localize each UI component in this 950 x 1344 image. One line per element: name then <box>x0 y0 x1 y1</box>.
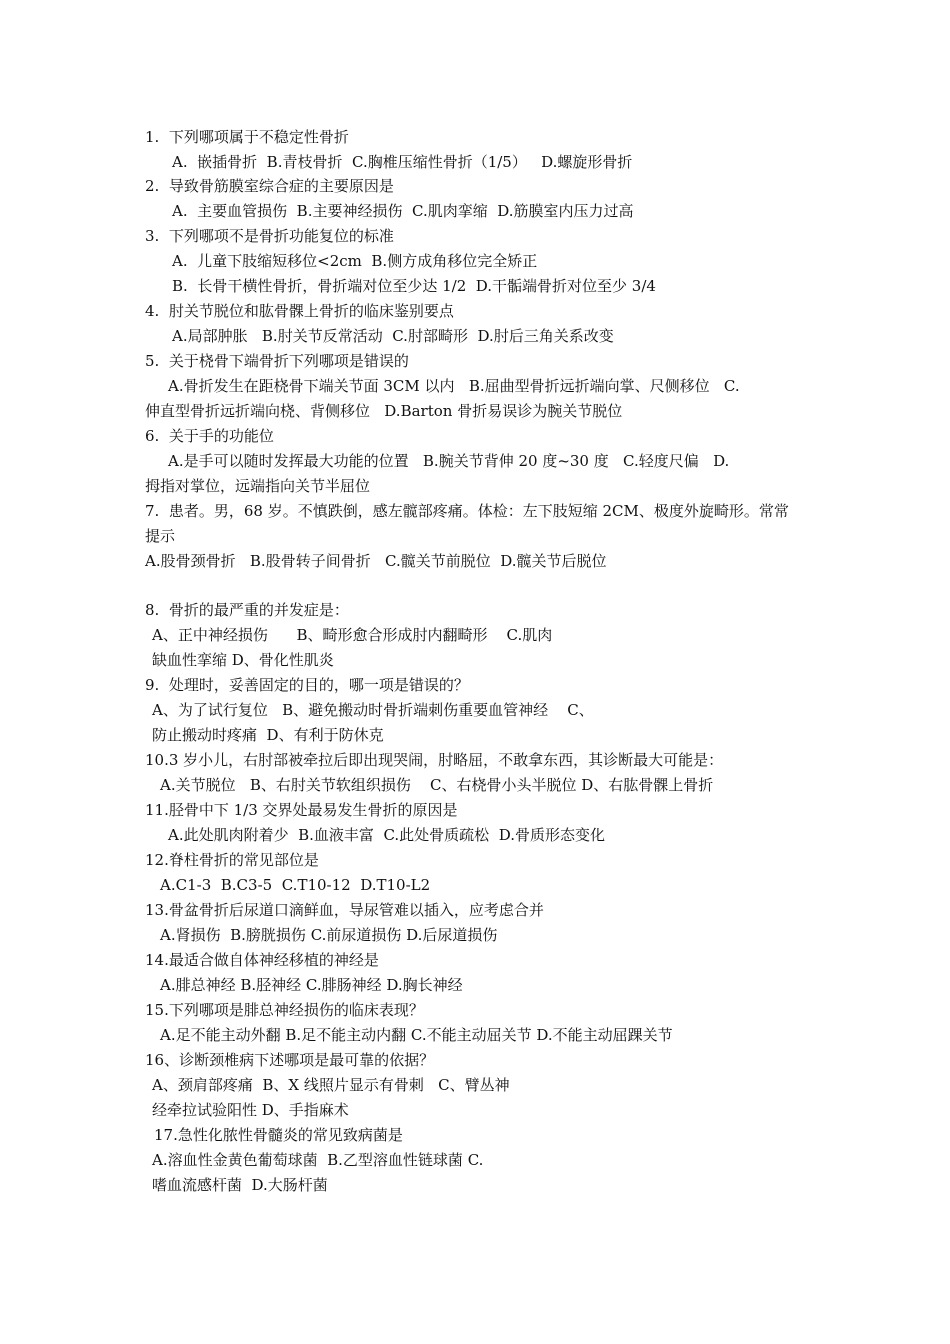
question-15: 15.下列哪项是腓总神经损伤的临床表现？ <box>145 1001 424 1019</box>
options-16-line-2: 经牵拉试验阳性 D、手指麻术 <box>152 1101 349 1119</box>
question-4: 4. 肘关节脱位和肱骨髁上骨折的临床鉴别要点 <box>145 302 454 320</box>
options-10: A.关节脱位 B、右肘关节软组织损伤 C、右桡骨小头半脱位 D、右肱骨髁上骨折 <box>160 776 714 794</box>
options-14: A.腓总神经 B.胫神经 C.腓肠神经 D.胸长神经 <box>160 976 463 994</box>
options-8-line-1: A、正中神经损伤 B、畸形愈合形成肘内翻畸形 C.肌肉 <box>152 626 553 644</box>
options-5-line-1: A.骨折发生在距桡骨下端关节面 3CM 以内 B.屈曲型骨折远折端向掌、尺侧移位 C. <box>168 377 740 395</box>
options-12: A.C1-3 B.C3-5 C.T10-12 D.T10-L2 <box>160 876 431 894</box>
options-7: A.股骨颈骨折 B.股骨转子间骨折 C.髋关节前脱位 D.髋关节后脱位 <box>145 552 607 570</box>
question-13: 13.骨盆骨折后尿道口滴鲜血，导尿管难以插入，应考虑合并 <box>145 901 544 919</box>
question-1: 1. 下列哪项属于不稳定性骨折 <box>145 128 349 146</box>
question-3: 3. 下列哪项不是骨折功能复位的标准 <box>145 227 394 245</box>
question-16: 16、诊断颈椎病下述哪项是最可靠的依据？ <box>145 1051 435 1069</box>
options-16-line-1: A、颈肩部疼痛 B、X 线照片显示有骨刺 C、臂丛神 <box>152 1076 510 1094</box>
options-1: A. 嵌插骨折 B.青枝骨折 C.胸椎压缩性骨折（1/5） D.螺旋形骨折 <box>172 153 633 171</box>
question-9: 9. 处理时，妥善固定的目的，哪一项是错误的？ <box>145 676 469 694</box>
question-6: 6. 关于手的功能位 <box>145 427 274 445</box>
question-10: 10.3 岁小儿，右肘部被牵拉后即出现哭闹，肘略屈，不敢拿东西，其诊断最大可能是： <box>145 751 724 769</box>
options-9-line-1: A、为了试行复位 B、避免搬动时骨折端刺伤重要血管神经 C、 <box>152 701 594 719</box>
options-17-line-1: A.溶血性金黄色葡萄球菌 B.乙型溶血性链球菌 C. <box>152 1151 484 1169</box>
question-2: 2. 导致骨筋膜室综合症的主要原因是 <box>145 177 394 195</box>
options-13: A.肾损伤 B.膀胱损伤 C.前尿道损伤 D.后尿道损伤 <box>160 926 498 944</box>
options-9-line-2: 防止搬动时疼痛 D、有利于防休克 <box>152 726 384 744</box>
options-17-line-2: 嗜血流感杆菌 D.大肠杆菌 <box>152 1176 328 1194</box>
question-17: 17.急性化脓性骨髓炎的常见致病菌是 <box>154 1126 403 1144</box>
options-4: A.局部肿胀 B.肘关节反常活动 C.肘部畸形 D.肘后三角关系改变 <box>172 327 614 345</box>
question-11: 11.胫骨中下 1/3 交界处最易发生骨折的原因是 <box>145 801 458 819</box>
options-3-line-2: B. 长骨干横性骨折，骨折端对位至少达 1/2 D.干骺端骨折对位至少 3/4 <box>172 277 656 295</box>
options-6-line-1: A.是手可以随时发挥最大功能的位置 B.腕关节背伸 20 度~30 度 C.轻度尺偏 D. <box>168 452 730 470</box>
options-3-line-1: A. 儿童下肢缩短移位<2cm B.侧方成角移位完全矫正 <box>172 252 538 270</box>
question-14: 14.最适合做自体神经移植的神经是 <box>145 951 379 969</box>
question-7-line-1: 7. 患者。男，68 岁。不慎跌倒，感左髋部疼痛。体检：左下肢短缩 2CM、极度外旋畸形。常常 <box>145 502 789 520</box>
question-7-line-2: 提示 <box>145 527 176 545</box>
options-5-line-2: 伸直型骨折远折端向桡、背侧移位 D.Barton 骨折易误诊为腕关节脱位 <box>145 402 623 420</box>
question-12: 12.脊柱骨折的常见部位是 <box>145 851 319 869</box>
options-15: A.足不能主动外翻 B.足不能主动内翻 C.不能主动屈关节 D.不能主动屈踝关节 <box>160 1026 673 1044</box>
options-2: A. 主要血管损伤 B.主要神经损伤 C.肌肉挛缩 D.筋膜室内压力过高 <box>172 202 634 220</box>
question-5: 5. 关于桡骨下端骨折下列哪项是错误的 <box>145 352 409 370</box>
options-11: A.此处肌肉附着少 B.血液丰富 C.此处骨质疏松 D.骨质形态变化 <box>168 826 605 844</box>
question-8: 8. 骨折的最严重的并发症是： <box>145 601 349 619</box>
options-6-line-2: 拇指对掌位，远端指向关节半屈位 <box>145 477 371 495</box>
options-8-line-2: 缺血性挛缩 D、骨化性肌炎 <box>152 651 334 669</box>
